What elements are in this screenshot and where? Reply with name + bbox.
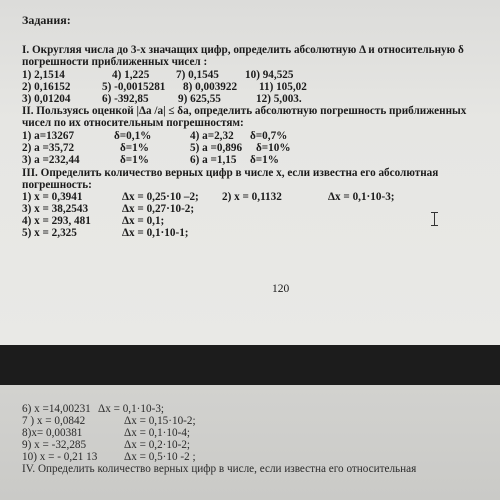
s1-item: 3) 0,01204 <box>22 93 71 105</box>
s1-item: 12) 5,003. <box>256 93 302 105</box>
s2-item: δ=0,7% <box>250 130 288 142</box>
section-1-title-line-2: погрешности приближенных чисел : <box>22 56 208 68</box>
s1-item: 1) 2,1514 <box>22 69 65 81</box>
s1-item: 7) 0,1545 <box>176 69 219 81</box>
s2-item: δ=1% <box>250 154 279 166</box>
page-gap <box>0 345 500 385</box>
s2-item: δ=0,1% <box>114 130 152 142</box>
s3-item: 2) x = 0,1132 <box>222 191 282 203</box>
s1-item: 5) -0,0015281 <box>102 81 166 93</box>
section-1-title-line-1: I. Округляя числа до 3-х значащих цифр, определить абсолютную Δ и относительную δ <box>22 44 464 56</box>
page-number: 120 <box>272 283 290 295</box>
textbook-page-bottom <box>0 385 500 500</box>
s3-item: Δx = 0,1·10-3; <box>328 191 395 203</box>
section-3-title-line-2: погрешность: <box>22 179 92 191</box>
s3-item: Δx = 0,1; <box>122 215 165 227</box>
s2-item: 3) a =232,44 <box>22 154 80 166</box>
s2-item: δ=1% <box>120 142 149 154</box>
tasks-heading: Задания: <box>22 13 71 27</box>
section-2-title-line-2: чисел по их относительным погрешностям: <box>22 117 244 129</box>
s3-item-continued: 10) x = - 0,21 13 <box>22 451 98 463</box>
s1-item: 9) 625,55 <box>178 93 221 105</box>
section-4-title: IV. Определить количество верных цифр в числе, если известна его относительная <box>22 463 417 475</box>
s3-item-continued: Δx = 0,2·10-2; <box>124 439 191 451</box>
s1-item: 10) 94,525 <box>245 69 294 81</box>
s3-item-continued: 9) x = -32,285 <box>22 439 87 451</box>
s1-item: 11) 105,02 <box>259 81 307 93</box>
s2-item: 2) a =35,72 <box>22 142 75 154</box>
section-3-title-line-1: III. Определить количество верных цифр в числе x, если известна его абсолютная <box>22 167 439 179</box>
s3-item: 4) x = 293, 481 <box>22 215 91 227</box>
s2-item: 5) a =0,896 <box>190 142 243 154</box>
s2-item: 4) a=2,32 <box>190 130 234 142</box>
s3-item-continued: 6) x =14,00231 <box>22 403 91 415</box>
s3-item: 5) x = 2,325 <box>22 227 77 239</box>
s2-item: 6) a =1,15 <box>190 154 237 166</box>
s3-item: 1) x = 0,3941 <box>22 191 83 203</box>
s1-item: 8) 0,003922 <box>183 81 238 93</box>
s2-item: δ=10% <box>256 142 291 154</box>
s3-item: Δx = 0,1·10-1; <box>122 227 189 239</box>
s1-item: 4) 1,225 <box>112 69 150 81</box>
s3-item-continued: 8)x= 0,00381 <box>22 427 83 439</box>
s1-item: 6) -392,85 <box>102 93 149 105</box>
section-2-title-line-1: II. Пользуясь оценкой |Δa /a| ≤ δa, определить абсолютную погрешность приближенных <box>22 105 467 117</box>
s3-item: Δx = 0,27·10-2; <box>122 203 195 215</box>
s3-item-continued: Δx = 0,15·10-2; <box>124 415 196 427</box>
text-cursor-icon <box>430 212 440 226</box>
s1-item: 2) 0,16152 <box>22 81 71 93</box>
s3-item-continued: Δx = 0,1·10-3; <box>98 403 165 415</box>
s3-item-continued: Δx = 0,1·10-4; <box>124 427 191 439</box>
s2-item: 1) a=13267 <box>22 130 75 142</box>
s3-item-continued: 7 ) x = 0,0842 <box>22 415 86 427</box>
s3-item: Δx = 0,25·10 –2; <box>122 191 199 203</box>
s3-item: 3) x = 38,2543 <box>22 203 89 215</box>
s2-item: δ=1% <box>120 154 149 166</box>
s3-item-continued: Δx = 0,5·10 -2 ; <box>124 451 196 463</box>
